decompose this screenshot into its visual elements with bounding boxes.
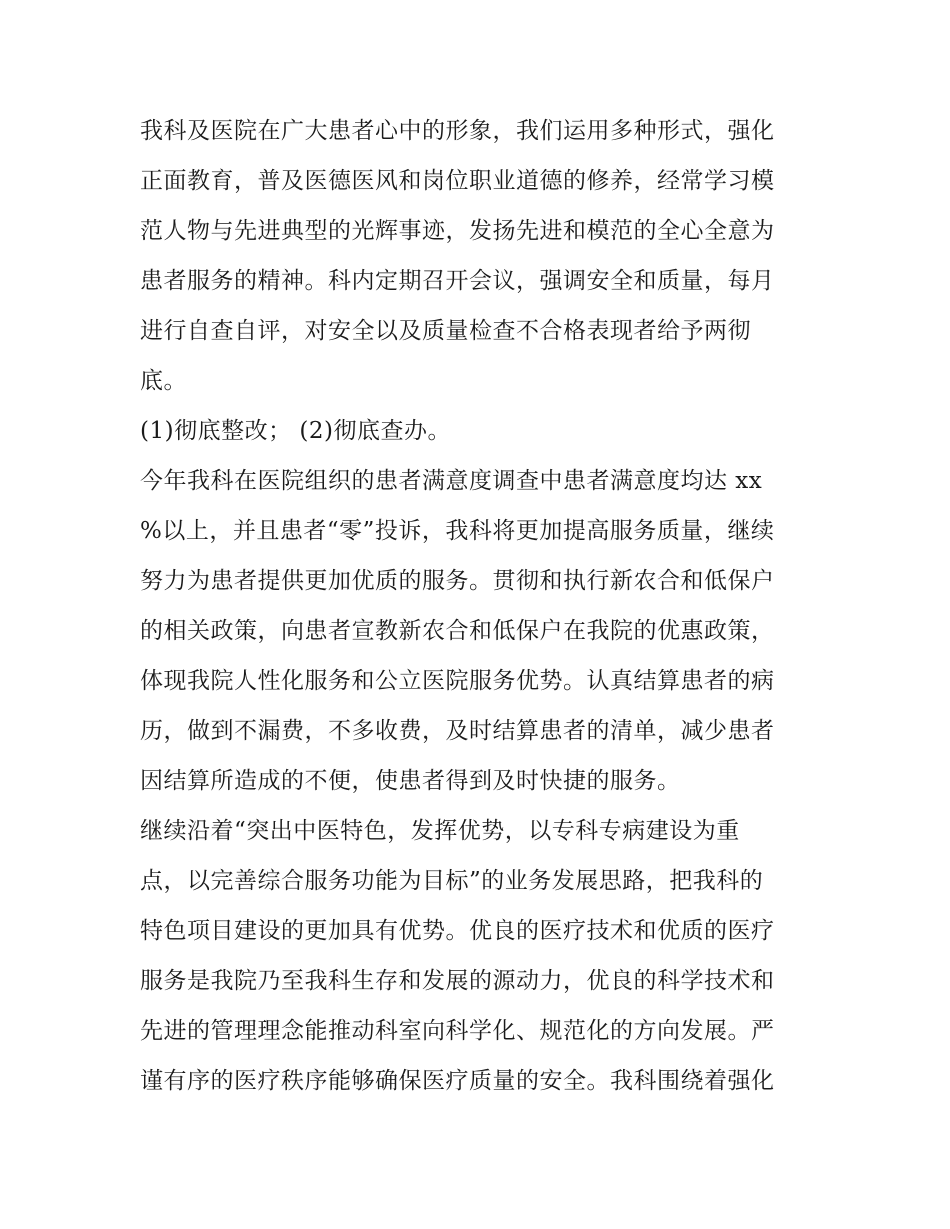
text-line: 范人物与先进典型的光辉事迹，发扬先进和模范的全心全意为 <box>140 218 775 244</box>
text-line: 底。 <box>140 368 187 394</box>
text-line: 今年我科在医院组织的患者满意度调查中患者满意度均达 xx <box>140 468 763 494</box>
text-line: 正面教育，普及医德医风和岗位职业道德的修养，经常学习模 <box>140 168 775 194</box>
text-line: 先进的管理理念能推动科室向科学化、规范化的方向发展。严 <box>140 1018 775 1044</box>
text-line: 谨有序的医疗秩序能够确保医疗质量的安全。我科围绕着强化 <box>140 1068 775 1094</box>
text-line: 体现我院人性化服务和公立医院服务优势。认真结算患者的病 <box>140 668 775 694</box>
body-text <box>140 106 820 1106</box>
text-line: (1)彻底整改； (2)彻底查办。 <box>140 418 451 444</box>
text-line: 努力为患者提供更加优质的服务。贯彻和执行新农合和低保户 <box>140 568 775 594</box>
text-line: 服务是我院乃至我科生存和发展的源动力，优良的科学技术和 <box>140 968 775 994</box>
text-line: %以上，并且患者“零”投诉，我科将更加提高服务质量，继续 <box>140 518 775 544</box>
text-line: 因结算所造成的不便，使患者得到及时快捷的服务。 <box>140 768 681 794</box>
text-line: 点，以完善综合服务功能为目标”的业务发展思路，把我科的 <box>140 868 764 894</box>
text-line: 继续沿着“突出中医特色，发挥优势，以专科专病建设为重 <box>140 818 740 844</box>
text-line: 的相关政策，向患者宣教新农合和低保户在我院的优惠政策， <box>140 618 775 644</box>
text-line: 患者服务的精神。科内定期召开会议，强调安全和质量，每月 <box>140 268 775 294</box>
text-line: 特色项目建设的更加具有优势。优良的医疗技术和优质的医疗 <box>140 918 775 944</box>
text-line: 我科及医院在广大患者心中的形象，我们运用多种形式，强化 <box>140 118 775 144</box>
text-line: 历，做到不漏费，不多收费，及时结算患者的清单，减少患者 <box>140 718 775 744</box>
text-line: 进行自查自评，对安全以及质量检查不合格表现者给予两彻 <box>140 318 751 344</box>
